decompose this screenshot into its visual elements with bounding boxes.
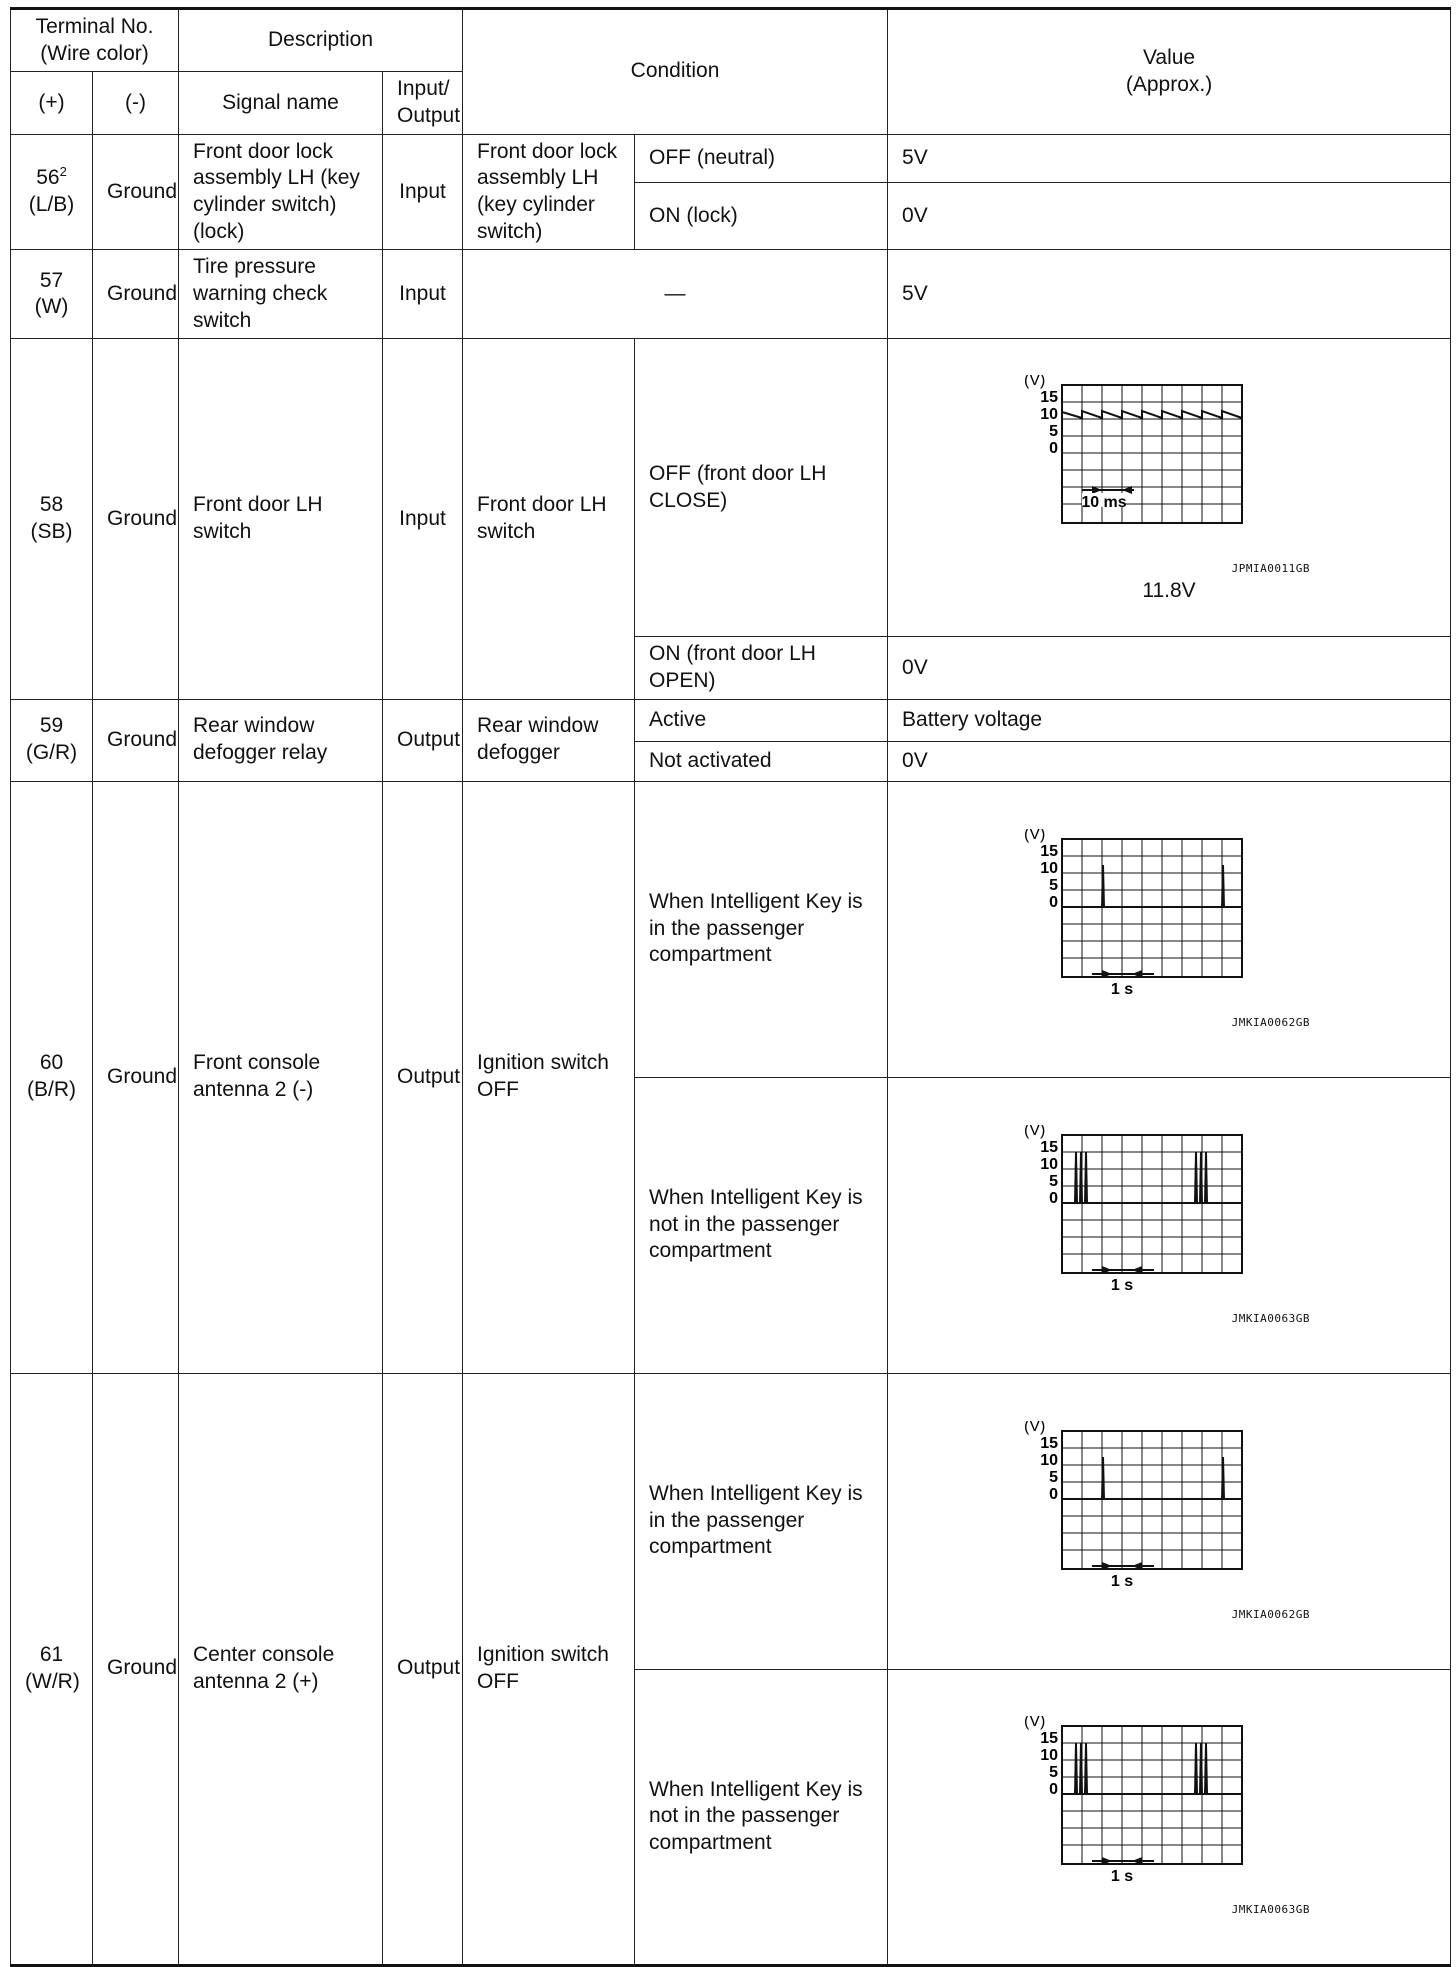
waveform-cell [888, 1669, 1451, 1965]
scope-tick: 5 [1049, 1172, 1059, 1190]
scope-tick: 10 [1040, 1451, 1059, 1469]
state-cell: When Intelligent Key is in the passenger compartment [635, 781, 888, 1077]
time-scale-label: 1 s [1110, 980, 1134, 998]
signal-name-cell: Rear window defogger relay [179, 699, 383, 781]
waveform-chart [1024, 1125, 1284, 1300]
terminal-cell [11, 134, 93, 250]
waveform-chart [1024, 829, 1284, 1004]
condition-cell: Front door lock assembly LH (key cylinder switch) [463, 134, 635, 250]
state-cell: ON (lock) [635, 183, 888, 250]
pulse-trace [1062, 1457, 1242, 1499]
value-cell: 5V [888, 250, 1451, 339]
value-cell: 0V [888, 741, 1451, 781]
io-cell: Output [383, 699, 463, 781]
table-row [11, 1373, 1451, 1669]
wire-color: (SB) [30, 519, 73, 543]
value-header [888, 9, 1451, 135]
pulse-trace [1062, 865, 1242, 907]
scope-tick: 15 [1040, 1730, 1059, 1748]
state-cell: OFF (neutral) [635, 134, 888, 183]
wire-color: (B/R) [27, 1078, 76, 1102]
state-cell: Not activated [635, 741, 888, 781]
scope-tick: 10 [1040, 859, 1059, 877]
wire-color: (L/B) [28, 192, 75, 216]
io-header: Input/ Output [383, 72, 463, 134]
sawtooth-trace [1062, 411, 1242, 418]
state-cell: When Intelligent Key is not in the passenger compartment [635, 1077, 888, 1373]
scope-tick: 15 [1040, 1138, 1059, 1156]
table-row [11, 339, 1451, 637]
terminal-cell [11, 781, 93, 1373]
terminal-cell [11, 339, 93, 699]
waveform-cell [888, 1373, 1451, 1669]
approx-label: (Approx.) [1125, 72, 1213, 96]
ground-cell: Ground [93, 339, 179, 699]
condition-header: Condition [463, 9, 888, 135]
minus-header: (-) [93, 72, 179, 134]
waveform-chart [1024, 1421, 1284, 1596]
scope-tick: 10 [1040, 1155, 1059, 1173]
table-row [11, 134, 1451, 183]
scope-tick: 5 [1049, 876, 1059, 894]
signal-name-cell: Front console antenna 2 (-) [179, 781, 383, 1373]
terminal-number: 61 [39, 1642, 64, 1666]
state-cell: When Intelligent Key is in the passenger compartment [635, 1373, 888, 1669]
state-cell: Active [635, 699, 888, 741]
plus-header: (+) [11, 72, 93, 134]
waveform-value: 11.8V [1142, 578, 1196, 602]
time-scale-label: 1 s [1110, 1276, 1134, 1294]
terminal-number: 56 [36, 166, 60, 190]
signal-name-cell: Front door LH switch [179, 339, 383, 699]
io-cell: Output [383, 781, 463, 1373]
scope-unit: (V) [1024, 1124, 1046, 1139]
wire-color: (W) [34, 295, 69, 319]
ground-cell: Ground [93, 250, 179, 339]
signal-name-cell: Center console antenna 2 (+) [179, 1373, 383, 1965]
value-cell: 0V [888, 637, 1451, 699]
wire-color: (W/R) [25, 1669, 80, 1693]
state-cell: ON (front door LH OPEN) [635, 637, 888, 699]
waveform-code: JMKIA0062GB [1231, 1015, 1311, 1029]
scope-tick: 0 [1049, 1189, 1059, 1207]
terminal-no-label: Terminal No. [35, 15, 154, 38]
value-cell: Battery voltage [888, 699, 1451, 741]
terminal-number: 59 [39, 714, 64, 738]
terminal-cell [11, 250, 93, 339]
value-cell: 5V [888, 134, 1451, 183]
value-cell: 0V [888, 183, 1451, 250]
terminal-number: 58 [39, 493, 64, 517]
ground-cell: Ground [93, 699, 179, 781]
scope-unit: (V) [1024, 375, 1046, 390]
scope-tick: 15 [1040, 389, 1059, 407]
table-row [11, 699, 1451, 741]
waveform-code: JPMIA0011GB [1231, 561, 1311, 575]
scope-unit: (V) [1024, 1420, 1046, 1435]
scope-tick: 5 [1049, 1764, 1059, 1782]
terminal-spec-table [10, 7, 1451, 1967]
condition-cell: — [463, 250, 888, 339]
scope-tick: 0 [1049, 1485, 1059, 1503]
description-header: Description [179, 9, 463, 72]
terminal-number: 60 [39, 1051, 64, 1075]
waveform-chart [1024, 1716, 1284, 1891]
time-scale-label: 1 s [1110, 1868, 1134, 1886]
value-label: Value [1142, 46, 1196, 70]
terminal-cell [11, 1373, 93, 1965]
wire-color: (G/R) [25, 741, 78, 765]
scope-tick: 0 [1049, 1781, 1059, 1799]
scope-tick: 5 [1049, 423, 1059, 441]
pulse-burst-trace [1062, 1152, 1242, 1203]
condition-cell: Front door LH switch [463, 339, 635, 699]
scope-tick: 15 [1040, 1434, 1059, 1452]
time-scale-label: 10 ms [1081, 494, 1127, 512]
scope-tick: 5 [1049, 1468, 1059, 1486]
scope-unit: (V) [1024, 1716, 1046, 1731]
condition-cell: Ignition switch OFF [463, 781, 635, 1373]
scope-tick: 0 [1049, 893, 1059, 911]
condition-cell: Ignition switch OFF [463, 1373, 635, 1965]
signal-name-cell: Front door lock assembly LH (key cylinder switch) (lock) [179, 134, 383, 250]
waveform-cell [888, 1077, 1451, 1373]
waveform-code: JMKIA0063GB [1231, 1311, 1311, 1325]
waveform-chart [1024, 375, 1284, 550]
table-row [11, 781, 1451, 1077]
scope-unit: (V) [1024, 828, 1046, 843]
scope-tick: 15 [1040, 842, 1059, 860]
waveform-code: JMKIA0062GB [1231, 1607, 1311, 1621]
io-cell: Input [383, 339, 463, 699]
signal-name-header: Signal name [179, 72, 383, 134]
waveform-cell [888, 339, 1451, 637]
io-cell: Input [383, 250, 463, 339]
scope-tick: 0 [1049, 440, 1059, 458]
io-cell: Output [383, 1373, 463, 1965]
state-cell: When Intelligent Key is not in the passenger compartment [635, 1669, 888, 1965]
scope-tick: 10 [1040, 1747, 1059, 1765]
waveform-cell [888, 781, 1451, 1077]
signal-name-cell: Tire pressure warning check switch [179, 250, 383, 339]
ground-cell: Ground [93, 1373, 179, 1965]
ground-cell: Ground [93, 781, 179, 1373]
scope-tick: 10 [1040, 406, 1059, 424]
time-scale-label: 1 s [1110, 1572, 1134, 1590]
pulse-burst-trace [1062, 1743, 1242, 1794]
condition-cell: Rear window defogger [463, 699, 635, 781]
waveform-code: JMKIA0063GB [1231, 1903, 1311, 1917]
terminal-number: 57 [39, 268, 64, 292]
state-cell: OFF (front door LH CLOSE) [635, 339, 888, 637]
footnote-mark: 2 [59, 164, 67, 180]
terminal-cell [11, 699, 93, 781]
wire-color-label: (Wire color) [40, 41, 149, 65]
io-cell: Input [383, 134, 463, 250]
table-row [11, 250, 1451, 339]
terminal-no-header [11, 9, 179, 72]
ground-cell: Ground [93, 134, 179, 250]
